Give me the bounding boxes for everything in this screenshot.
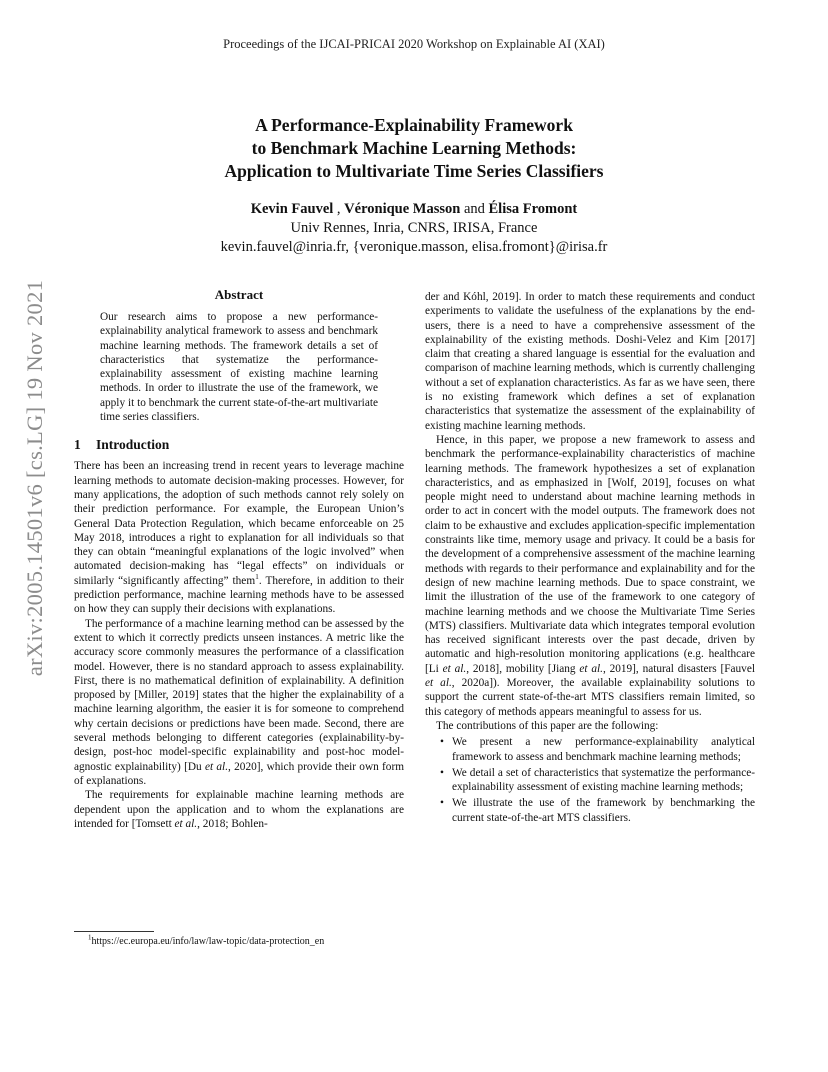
list-item-text: We illustrate the use of the framework by benchmarking the current state-of-the-art MTS classifiers.	[452, 797, 755, 824]
paper-title	[100, 114, 728, 183]
affiliation: Univ Rennes, Inria, CNRS, IRISA, France	[290, 220, 538, 236]
section-heading-introduction	[74, 437, 404, 453]
contributions-intro: The contributions of this paper are the following:	[436, 719, 659, 732]
bullet-icon: •	[440, 736, 444, 749]
list-item	[425, 735, 755, 764]
footnote-number: 1	[88, 933, 92, 942]
intro-paragraph-2	[74, 617, 404, 789]
footnote	[88, 935, 324, 948]
citation-etal: et al.	[174, 817, 198, 830]
author-name: Élisa Fromont	[488, 201, 578, 217]
bullet-icon: •	[440, 797, 444, 810]
paragraph-text: There has been an increasing trend in recent years to leverage machine learning methods to automate decision-making processes. However, for many applications, the adoption of such methods cannot rely solely on their prediction performance. For example, the European Union’s General Data Protection Regulation, which became enforceable on 25 May 2018, introduces a right to explanation for all individuals so that they can obtain “meaningful explanations of the logic involved” when automated decision-making has “legal effects” on individuals or similarly “significantly affecting” them	[74, 460, 404, 587]
paragraph-text: , 2018], mobility [Jiang	[466, 662, 580, 675]
paragraph-text: , 2020a]). Moreover, the available explainability solutions to support the current state-of-the-art MTS classifiers remain limited, so this category of methods appears meaningful to assess for us.	[425, 677, 755, 718]
list-item	[425, 766, 755, 795]
paragraph-text: , 2020], which provide their own form of explanations.	[74, 760, 404, 787]
bullet-icon: •	[440, 766, 444, 779]
intro-paragraph-3	[74, 788, 404, 831]
list-item-text: We detail a set of characteristics that systematize the performance-explainability assessment of existing machine learning methods;	[452, 766, 755, 794]
list-item	[425, 796, 755, 825]
footnote-divider	[74, 931, 154, 932]
intro-paragraph-4	[425, 433, 755, 719]
venue-header: Proceedings of the IJCAI-PRICAI 2020 Workshop on Explainable AI (XAI)	[223, 37, 605, 51]
contributions-list	[425, 735, 755, 825]
section-title: Introduction	[96, 437, 170, 453]
title-line-2: to Benchmark Machine Learning Methods:	[251, 138, 577, 158]
citation-etal: et al.	[442, 662, 467, 675]
paragraph-text: The requirements for explainable machine learning methods are dependent upon the application and to whom the explanations are intended for [Tomsett	[74, 789, 404, 830]
title-line-1: A Performance-Explainability Framework	[255, 115, 573, 135]
author-name: Kevin Fauvel	[250, 201, 334, 217]
arxiv-identifier-stamp: arXiv:2005.14501v6 [cs.LG] 19 Nov 2021	[22, 279, 47, 677]
abstract-text: Our research aims to propose a new performance-explainability analytical framework to assess and benchmark machine learning methods. The framework details a set of characteristics that systematize the performance-explainability assessment of existing machine learning methods. In order to illustrate the use of the framework, we apply it to benchmark the current state-of-the-art multivariate time series classifiers.	[100, 311, 378, 424]
citation-etal: et al.	[425, 677, 452, 690]
intro-paragraph-3-continued: der and Kóhl, 2019]. In order to match these requirements and conduct experiments to validate the usefulness of the explanations by the end-users, there is a need to have a comprehensive assessment of the explainability of the existing methods. Doshi-Velez and Kim [2017] claim that creating a shared language is essential for the evaluation and comparison of machine learning methods, which is currently challenging without a set of explanation characteristics. As far as we have seen, there is no existing framework which defines a set of explanation characteristics that systematize the assessment of the explainability of existing machine learning methods.	[425, 291, 755, 432]
paragraph-text: The performance of a machine learning method can be assessed by the extent to which it correctly predicts unseen instances. A metric like the accuracy score commonly measures the performance of a classification model. However, there is no standard approach to assess explainability. First, there is no mathematical definition of explainability. A definition proposed by [Miller, 2019] states that the higher the explainability of a machine learning algorithm, the easier it is for someone to comprehend why certain decisions or predictions have been made. Second, there are several methods belonging to different categories (explainability-by-design, post-hoc model-specific explainability and post-hoc model-agnostic explainability) [Du	[74, 617, 405, 773]
paragraph-text: . Therefore, in addition to their prediction performance, machine learning methods have to be assessed on how they can supply their decisions with explanations.	[74, 574, 404, 616]
author-emails: kevin.fauvel@inria.fr, {veronique.masson, elisa.fromont}@irisa.fr	[220, 239, 608, 255]
author-list	[100, 200, 728, 219]
footnote-link[interactable]: https://ec.europa.eu/info/law/law-topic/data-protection_en	[91, 936, 325, 947]
paragraph-text: Hence, in this paper, we propose a new framework to assess and benchmark the performance-explainability characteristics of machine learning methods. The framework hypothesizes a set of explanation characteristics, and as emphasized in [Wolf, 2019], focuses on what people might need to understand about machine learning methods in order to act in concert with the model outputs. The framework does not claim to be exhaustive and excludes application-specific implementation constraints like time, memory usage and privacy. It could be a basis for the development of a comprehensive assessment of the machine learning methods with regards to their performance and explainability and for the design of new machine learning methods. Due to space constraint, we limit the illustration of the use of the framework to one category of machine learning methods and we choose the Multivariate Time Series (MTS) classifiers. Multivariate data which integrates temporal evolution has received significant interests over the past decade, driven by automatic and high-resolution monitoring applications (e.g. healthcare [Li	[425, 433, 755, 675]
section-number: 1	[74, 437, 81, 453]
list-item-text: We present a new performance-explainability analytical framework to assess and benchmark machine learning methods;	[452, 736, 755, 763]
right-column	[425, 290, 755, 825]
left-column	[74, 287, 404, 831]
footnote-marker[interactable]: 1	[255, 571, 259, 581]
author-separator: ,	[333, 201, 345, 217]
title-line-3: Application to Multivariate Time Series Classifiers	[224, 161, 604, 181]
citation-etal: et al.	[204, 760, 229, 773]
citation-etal: et al.	[579, 662, 603, 675]
abstract-heading: Abstract	[214, 287, 264, 302]
author-separator: and	[460, 201, 489, 217]
paragraph-text: , 2019], natural disasters [Fauvel	[602, 662, 755, 675]
author-name: Véronique Masson	[344, 201, 461, 217]
intro-paragraph-1	[74, 459, 404, 616]
paragraph-text: , 2018; Bohlen-	[197, 817, 268, 830]
